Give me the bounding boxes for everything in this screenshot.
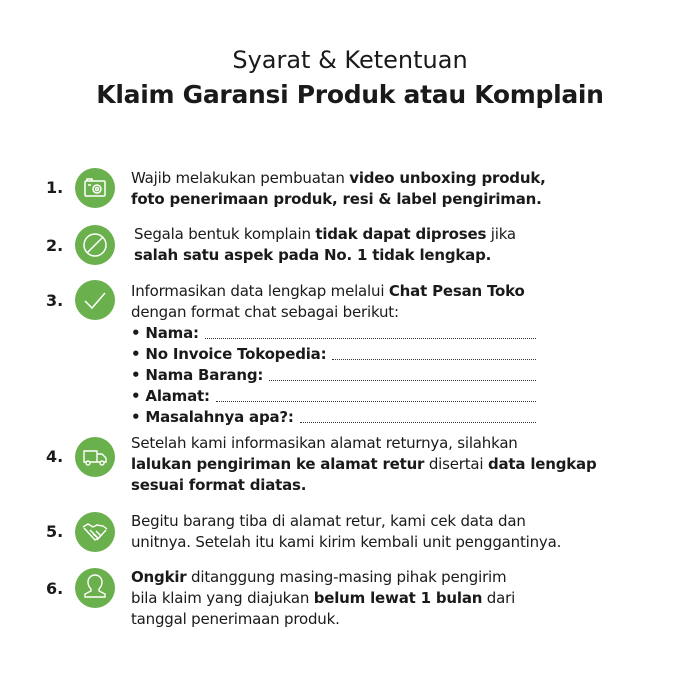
text-line	[131, 532, 561, 553]
item-number: 2.	[46, 236, 64, 255]
text-run: tidak dapat diproses	[315, 225, 487, 243]
text-run: Begitu barang tiba di alamat retur, kami cek data dan	[131, 512, 526, 530]
page-subtitle: Klaim Garansi Produk atau Komplain	[96, 80, 604, 109]
format-field	[131, 365, 536, 386]
text-line	[134, 245, 516, 266]
text-run: belum lewat 1 bulan	[313, 589, 483, 607]
item-number: 3.	[46, 291, 64, 310]
item-number: 1.	[46, 178, 64, 197]
camera-icon	[75, 168, 115, 208]
text-run: foto penerimaan produk, resi & label pengiriman.	[131, 190, 542, 208]
item-number: 6.	[46, 579, 64, 598]
field-label: • Alamat:	[131, 387, 210, 405]
text-line	[131, 168, 546, 189]
text-run: Ongkir	[131, 568, 187, 586]
text-line	[131, 567, 515, 588]
page-title: Syarat & Ketentuan	[232, 46, 468, 74]
dotted-line	[300, 422, 536, 423]
text-run: unitnya. Setelah itu kami kirim kembali unit penggantinya.	[131, 533, 562, 551]
text-run: tanggal penerimaan produk.	[131, 610, 340, 628]
format-field	[131, 386, 536, 407]
text-line	[131, 433, 597, 454]
text-run: ditanggung masing-masing pihak pengirim	[186, 568, 507, 586]
field-label: • Nama Barang:	[131, 366, 264, 384]
text-run: jika	[486, 225, 516, 243]
text-run: salah satu aspek pada No. 1 tidak lengkap.	[134, 246, 492, 264]
text-run: lalukan pengiriman ke alamat retur	[131, 455, 425, 473]
text-line	[131, 475, 597, 496]
format-field	[131, 344, 536, 365]
item-text	[131, 511, 561, 553]
field-label: • No Invoice Tokopedia:	[131, 345, 327, 363]
text-run: Segala bentuk komplain	[134, 225, 316, 243]
field-label: • Nama:	[131, 324, 199, 342]
dotted-line	[332, 359, 536, 360]
text-run: video unboxing produk,	[349, 169, 546, 187]
item-number: 4.	[46, 447, 64, 466]
text-line	[131, 609, 515, 630]
item-text	[131, 567, 515, 630]
dotted-line	[269, 380, 536, 381]
checkmark-icon	[75, 280, 115, 320]
text-line	[131, 511, 561, 532]
item-text	[131, 168, 546, 210]
dotted-line	[205, 338, 536, 339]
text-run: dengan format chat sebagai berikut:	[131, 303, 399, 321]
text-run: dari	[482, 589, 516, 607]
item-text	[134, 224, 516, 266]
text-line	[131, 302, 536, 323]
user-icon	[75, 568, 115, 608]
field-label: • Masalahnya apa?:	[131, 408, 294, 426]
prohibited-icon	[75, 225, 115, 265]
text-run: sesuai format diatas.	[131, 476, 307, 494]
dotted-line	[216, 401, 536, 402]
format-field	[131, 323, 536, 344]
text-run: bila klaim yang diajukan	[131, 589, 314, 607]
text-line	[131, 588, 515, 609]
text-line	[131, 189, 546, 210]
text-line	[131, 454, 597, 475]
format-field	[131, 407, 536, 428]
text-run: Setelah kami informasikan alamat returnya, silahkan	[131, 434, 518, 452]
text-line	[134, 224, 516, 245]
item-text	[131, 281, 536, 428]
text-run: Chat Pesan Toko	[388, 282, 525, 300]
truck-icon	[75, 437, 115, 477]
text-run: disertai	[424, 455, 488, 473]
item-number: 5.	[46, 522, 64, 541]
text-run: Informasikan data lengkap melalui	[131, 282, 389, 300]
item-text	[131, 433, 597, 496]
handshake-icon	[75, 512, 115, 552]
text-run: Wajib melakukan pembuatan	[131, 169, 350, 187]
text-run: data lengkap	[487, 455, 597, 473]
text-line	[131, 281, 536, 302]
